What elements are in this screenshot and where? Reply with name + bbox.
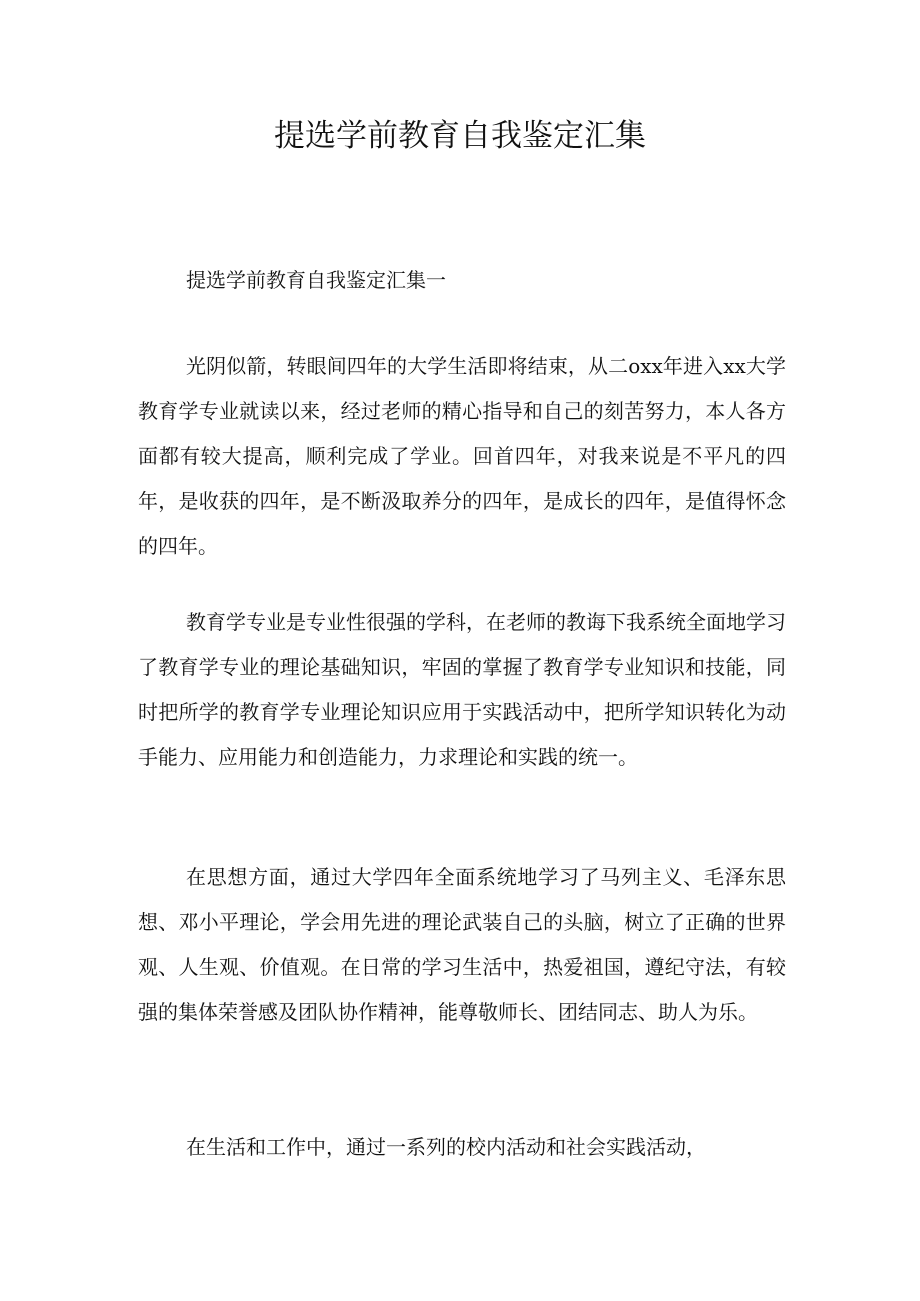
paragraph-3: 在思想方面，通过大学四年全面系统地学习了马列主义、毛泽东思想、邓小平理论，学会用先进的理论武装自己的头脑，树立了正确的世界观、人生观、价值观。在日常的学习生活中，热爱祖国，遵纪守法，有较强的集体荣誉感及团队协作精神，能尊敬师长、团结同志、助人为乐。 [138,865,786,1024]
paragraph-1: 光阴似箭，转眼间四年的大学生活即将结束，从二oxx年进入xx大学教育学专业就读以来，经过老师的精心指导和自己的刻苦努力，本人各方面都有较大提高，顺利完成了学业。回首四年，对我来说是不平凡的四年，是收获的四年，是不断汲取养分的四年，是成长的四年，是值得怀念的四年。 [138,354,786,558]
paragraph-2: 教育学专业是专业性很强的学科，在老师的教诲下我系统全面地学习了教育学专业的理论基础知识，牢固的掌握了教育学专业知识和技能，同时把所学的教育学专业理论知识应用于实践活动中，把所学知识转化为动手能力、应用能力和创造能力，力求理论和实践的统一。 [138,610,786,769]
paragraph-4: 在生活和工作中，通过一系列的校内活动和社会实践活动， [186,1135,706,1159]
document-title: 提选学前教育自我鉴定汇集 [274,118,646,154]
section-heading: 提选学前教育自我鉴定汇集一 [186,268,446,292]
